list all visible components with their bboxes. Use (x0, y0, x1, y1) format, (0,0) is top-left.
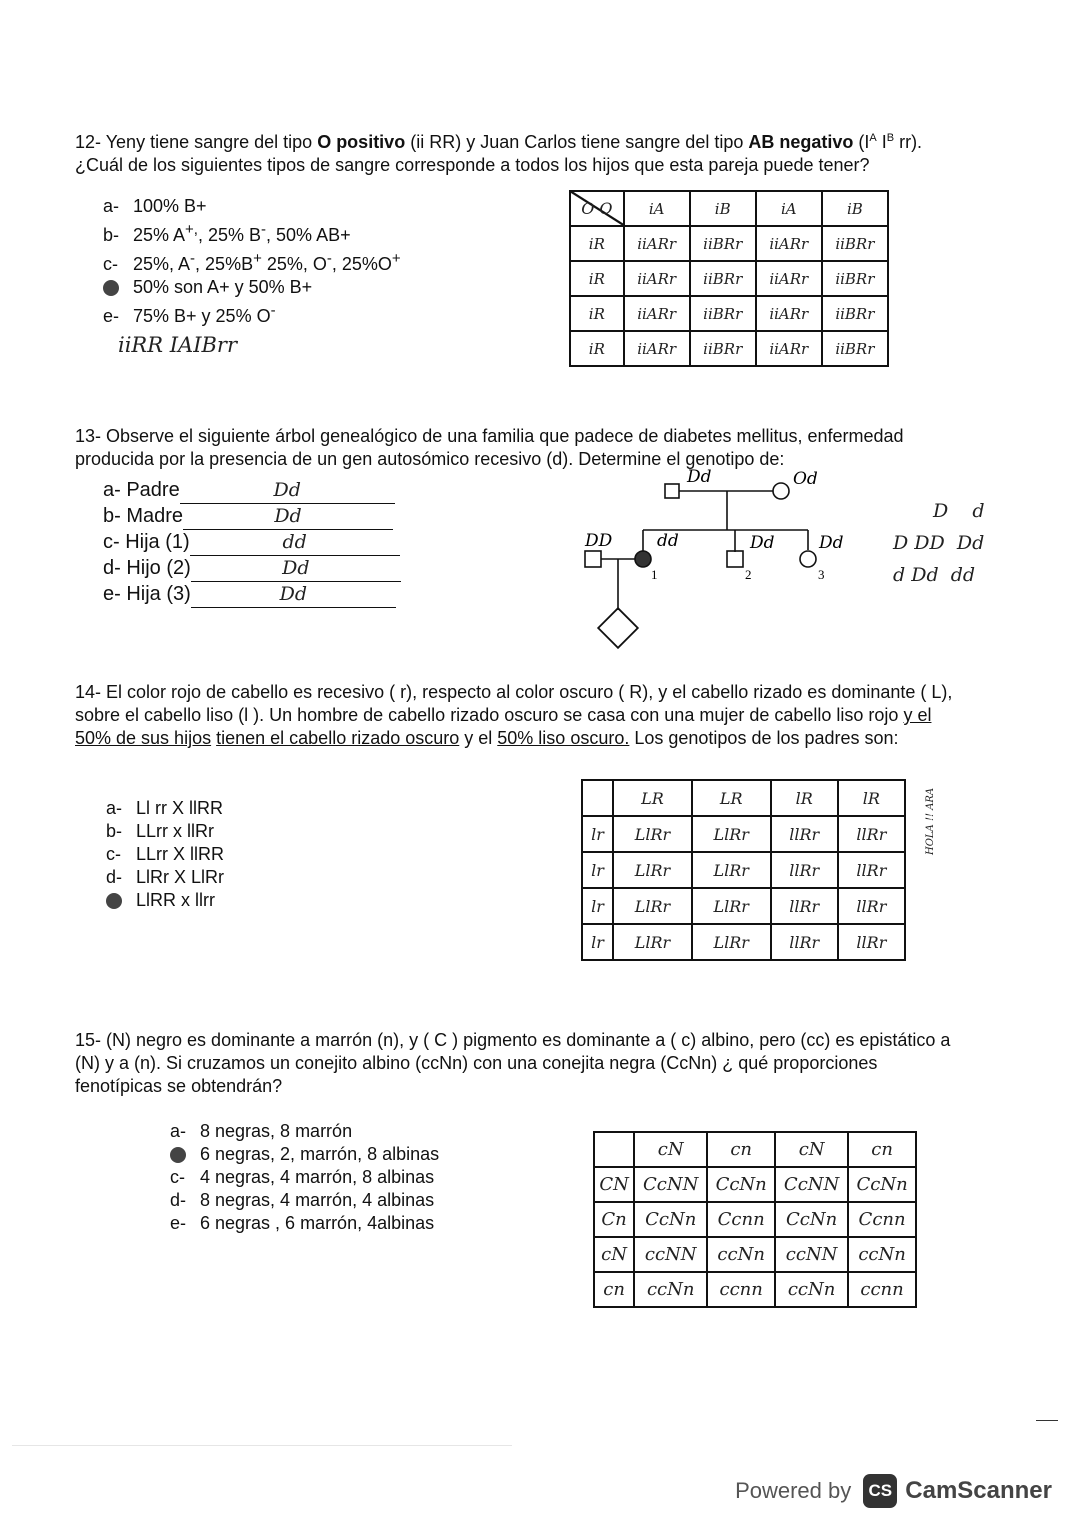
gamete-row-cell: CN (594, 1167, 634, 1202)
genotype-cell: iiARr (624, 261, 690, 296)
genotype-cell: CcNn (848, 1167, 916, 1202)
right-dash (1036, 1420, 1058, 1421)
grandchild-diamond (598, 608, 638, 648)
table-row (594, 1167, 916, 1202)
gamete-row-cell: Cn (594, 1202, 634, 1237)
genotype-cell: llRr (771, 816, 838, 852)
genotype-cell: LlRr (692, 852, 771, 888)
genotype-cell: ccNn (848, 1237, 916, 1272)
genotype-cell: LlRr (692, 888, 771, 924)
option-letter: e- (170, 1213, 187, 1233)
table-row (582, 816, 905, 852)
option-text: 100% B+ (133, 196, 207, 216)
child1-genotype: dd (657, 531, 679, 551)
genotype-cell: LlRr (613, 852, 692, 888)
gamete-row-cell: lr (582, 888, 613, 924)
option-letter: b- (103, 225, 120, 245)
q13-answer-blank[interactable]: Dd (191, 556, 401, 582)
q15-punnett-table (593, 1131, 917, 1308)
table-corner-cell (582, 780, 613, 816)
q12-punnett-table (569, 190, 889, 367)
option-letter: d- (170, 1190, 187, 1210)
camscanner-logo-icon: CS (863, 1474, 897, 1508)
option-e[interactable] (170, 1212, 439, 1235)
pedigree-tree (575, 468, 875, 668)
q13-item-label: c- Hija (1) (103, 531, 190, 553)
camscanner-watermark (735, 1474, 1052, 1508)
mother-genotype: Od (793, 469, 818, 489)
table-corner-cell (594, 1132, 634, 1167)
table-corner-cell: O O (570, 191, 624, 226)
genotype-cell: llRr (838, 816, 905, 852)
genotype-cell: iiARr (756, 261, 822, 296)
option-text: LlRr X LlRr (136, 867, 225, 887)
q13-item-label: b- Madre (103, 505, 184, 527)
q15-text: 15- (N) negro es dominante a marrón (n), y ( C ) pigmento es dominante a ( c) albino, pero (cc) es epistático a (N) y a (n). Si cruzamos un conejito albino (ccNn) con una conejita negra (CcNn) ¿ qué proporciones fenotípicas se obtendrán? (75, 1030, 951, 1096)
option-d[interactable] (106, 866, 224, 889)
q14-side-note: HOLA !! ARA (925, 787, 936, 855)
genotype-cell: LlRr (613, 924, 692, 960)
option-letter: d- (106, 867, 123, 887)
table-header-row (582, 780, 905, 816)
q13-item (103, 504, 401, 530)
gamete-header-cell: cn (707, 1132, 775, 1167)
gamete-row-cell: iR (570, 331, 624, 366)
option-text: LLrr x llRr (136, 821, 215, 841)
table-row (582, 924, 905, 960)
option-b[interactable] (106, 820, 224, 843)
table-header-row (570, 191, 888, 226)
gamete-header-cell: iA (756, 191, 822, 226)
option-letter: e- (103, 306, 120, 326)
option-a[interactable] (103, 195, 401, 218)
genotype-cell: Ccnn (707, 1202, 775, 1237)
gamete-header-cell: lR (771, 780, 838, 816)
gamete-header-cell: iA (624, 191, 690, 226)
option-letter (170, 1143, 200, 1166)
gamete-row-cell: cN (594, 1237, 634, 1272)
spouse-genotype: DD (585, 531, 613, 551)
option-letter: a- (106, 798, 123, 818)
genotype-cell: iiBRr (822, 226, 888, 261)
selected-mark-icon (106, 893, 122, 909)
q13-side-grid: D d D DD Dd d Dd dd (893, 500, 985, 586)
genotype-cell: iiARr (624, 226, 690, 261)
genotype-cell: LlRr (692, 816, 771, 852)
genotype-cell: LlRr (613, 816, 692, 852)
gamete-row-cell: cn (594, 1272, 634, 1307)
gamete-header-cell: LR (692, 780, 771, 816)
option-letter: a- (170, 1121, 187, 1141)
genotype-cell: llRr (771, 924, 838, 960)
q13-item-label: e- Hija (3) (103, 583, 191, 605)
option-text: 50% son A+ y 50% B+ (133, 277, 313, 297)
option-b[interactable] (170, 1143, 439, 1166)
option-a[interactable] (106, 797, 224, 820)
gamete-row-cell: lr (582, 924, 613, 960)
option-letter: c- (170, 1167, 185, 1187)
option-text: 6 negras, 2, marrón, 8 albinas (200, 1144, 440, 1164)
genotype-cell: llRr (838, 924, 905, 960)
option-d[interactable] (103, 276, 401, 299)
gamete-row-cell: lr (582, 852, 613, 888)
option-c[interactable] (103, 247, 401, 276)
option-text: 8 negras, 8 marrón (200, 1121, 353, 1141)
genotype-cell: ccnn (848, 1272, 916, 1307)
num-1: 1 (651, 567, 658, 582)
genotype-cell: llRr (838, 888, 905, 924)
q13-answer-blank[interactable]: Dd (191, 582, 396, 608)
genotype-cell: iiARr (756, 331, 822, 366)
genotype-cell: llRr (771, 888, 838, 924)
genotype-cell: LlRr (692, 924, 771, 960)
daughter3-circle (800, 551, 816, 567)
q13-item (103, 530, 401, 556)
genotype-cell: iiBRr (822, 331, 888, 366)
q13-item (103, 556, 401, 582)
bottom-rule (12, 1445, 512, 1446)
q14-punnett-table (581, 779, 906, 961)
option-text: Ll rr X llRR (136, 798, 224, 818)
genotype-cell: Ccnn (848, 1202, 916, 1237)
option-text: LlRR x llrr (136, 890, 215, 910)
table-row (594, 1237, 916, 1272)
num-3: 3 (818, 567, 825, 582)
option-letter: c- (103, 254, 118, 274)
q13-answer-blank[interactable]: dd (190, 530, 400, 556)
gamete-header-cell: cN (775, 1132, 848, 1167)
table-row (570, 296, 888, 331)
option-letter (103, 276, 133, 299)
genotype-cell: iiBRr (822, 296, 888, 331)
genotype-cell: iiBRr (822, 261, 888, 296)
option-d[interactable] (170, 1189, 439, 1212)
option-text: 25%, A-, 25%B+ 25%, O-, 25%O+ (133, 250, 401, 274)
table-row (570, 331, 888, 366)
genotype-cell: LlRr (613, 888, 692, 924)
daughter1-affected (635, 551, 651, 567)
q13-answer-blank[interactable]: Dd (180, 478, 395, 504)
option-letter: c- (106, 844, 121, 864)
q13-text: 13- Observe el siguiente árbol genealógico de una familia que padece de diabetes mellitus, enfermedad producida por la presencia de un gen autosómico recesivo (d). Determine el genotipo de: (75, 426, 904, 469)
genotype-cell: CcNN (775, 1167, 848, 1202)
option-text: 25% A+,, 25% B-, 50% AB+ (133, 221, 351, 245)
genotype-cell: ccNN (634, 1237, 707, 1272)
option-text: 75% B+ y 25% O- (133, 302, 276, 326)
option-letter: a- (103, 196, 120, 216)
table-row (570, 226, 888, 261)
q13-item-label: a- Padre (103, 479, 180, 501)
genotype-cell: iiBRr (690, 296, 756, 331)
spouse-square (585, 551, 601, 567)
q12-note: iiRR IAIBrr (118, 333, 237, 357)
gamete-row-cell: iR (570, 296, 624, 331)
genotype-cell: iiARr (624, 331, 690, 366)
gamete-row-cell: iR (570, 261, 624, 296)
option-letter (106, 889, 136, 912)
gamete-header-cell: lR (838, 780, 905, 816)
q13-answer-blank[interactable]: Dd (183, 504, 393, 530)
q13-item (103, 582, 401, 608)
num-2: 2 (745, 567, 752, 582)
genotype-cell: iiARr (756, 226, 822, 261)
genotype-cell: ccNn (634, 1272, 707, 1307)
genotype-cell: CcNn (707, 1167, 775, 1202)
table-row (570, 261, 888, 296)
genotype-cell: iiARr (756, 296, 822, 331)
option-e[interactable] (103, 299, 401, 328)
option-text: LLrr X llRR (136, 844, 225, 864)
option-text: 8 negras, 4 marrón, 4 albinas (200, 1190, 435, 1210)
q12-text: 12- Yeny tiene sangre del tipo O positivo (ii RR) y Juan Carlos tiene sangre del tipo AB negativo ($I^A$ $I^B$ rr). ¿Cuál de los siguientes tipos de sangre corresponde a todos los hijos que esta pareja puede tener? (75, 132, 923, 175)
table-row (582, 852, 905, 888)
q14-options (106, 797, 224, 912)
genotype-cell: iiBRr (690, 226, 756, 261)
gamete-header-cell: LR (613, 780, 692, 816)
genotype-cell: CcNN (634, 1167, 707, 1202)
gamete-header-cell: cn (848, 1132, 916, 1167)
genotype-cell: ccNn (775, 1272, 848, 1307)
genotype-cell: CcNn (634, 1202, 707, 1237)
genotype-cell: ccNn (707, 1237, 775, 1272)
child2-genotype: Dd (750, 533, 775, 553)
q15-options (170, 1120, 439, 1235)
option-b[interactable] (103, 218, 401, 247)
q13-items (103, 478, 401, 608)
genotype-cell: iiBRr (690, 261, 756, 296)
genotype-cell: iiBRr (690, 331, 756, 366)
father-genotype: Dd (687, 468, 712, 487)
genotype-cell: iiARr (624, 296, 690, 331)
gamete-header-cell: cN (634, 1132, 707, 1167)
selected-mark-icon (103, 280, 119, 296)
option-text: 6 negras , 6 marrón, 4albinas (200, 1213, 435, 1233)
option-letter: b- (106, 821, 123, 841)
genotype-cell: ccnn (707, 1272, 775, 1307)
option-e[interactable] (106, 889, 224, 912)
genotype-cell: llRr (838, 852, 905, 888)
father-square (665, 484, 679, 498)
gamete-header-cell: iB (822, 191, 888, 226)
option-a[interactable] (170, 1120, 439, 1143)
option-text: 4 negras, 4 marrón, 8 albinas (200, 1167, 435, 1187)
option-c[interactable] (106, 843, 224, 866)
genotype-cell: CcNn (775, 1202, 848, 1237)
gamete-row-cell: lr (582, 816, 613, 852)
q12-options (103, 195, 401, 328)
son2-square (727, 551, 743, 567)
selected-mark-icon (170, 1147, 186, 1163)
q14-text: 14- El color rojo de cabello es recesivo ( r), respecto al color oscuro ( R), y el cabello rizado es dominante ( L), sobre el cabello liso (l ). Un hombre de cabello rizado oscuro se casa con una mujer de cabello liso rojo y el 50% de sus hijos tienen el cabello rizado oscuro y el 50% liso oscuro. Los genotipos de los padres son: (75, 682, 953, 748)
gamete-header-cell: iB (690, 191, 756, 226)
gamete-row-cell: iR (570, 226, 624, 261)
q13-item (103, 478, 401, 504)
genotype-cell: ccNN (775, 1237, 848, 1272)
powered-by-text: Powered by (735, 1478, 852, 1503)
table-row (594, 1272, 916, 1307)
camscanner-brand: CamScanner (905, 1477, 1052, 1504)
child3-genotype: Dd (819, 533, 844, 553)
genotype-cell: llRr (771, 852, 838, 888)
q13-item-label: d- Hijo (2) (103, 557, 191, 579)
table-row (594, 1202, 916, 1237)
table-row (582, 888, 905, 924)
table-header-row (594, 1132, 916, 1167)
option-c[interactable] (170, 1166, 439, 1189)
mother-circle (773, 483, 789, 499)
